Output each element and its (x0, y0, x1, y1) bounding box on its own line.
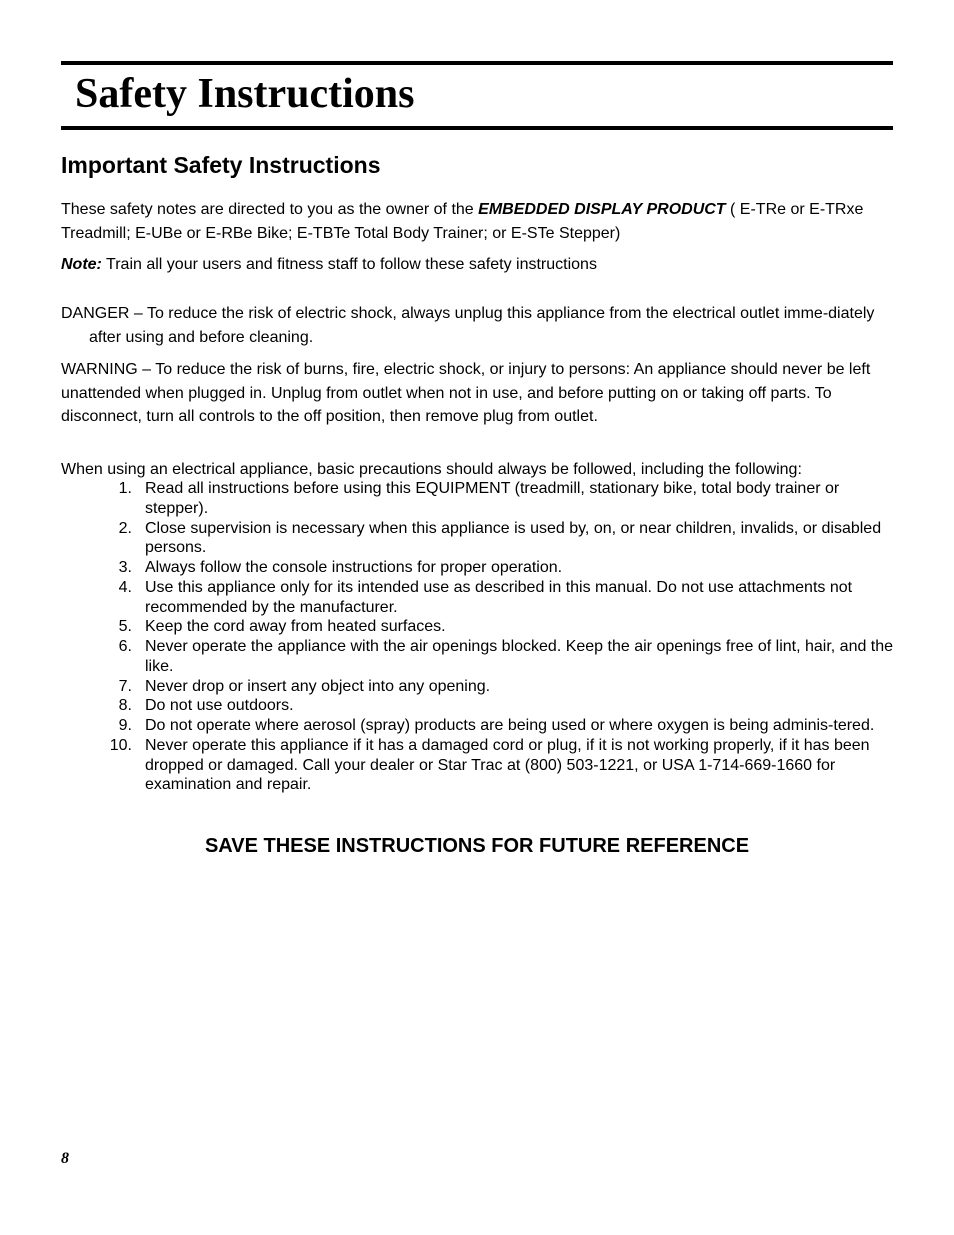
list-item (118, 578, 895, 618)
page-title: Safety Instructions (75, 71, 415, 117)
intro-text-after: ( E-TRe or E-TRxe Treadmill; E-UBe or E-RBe Bike; E-TBTe Total Body Trainer; or E-STe Stepper) (61, 201, 864, 242)
list-item (109, 736, 895, 795)
warning-paragraph: WARNING – To reduce the risk of burns, fire, electric shock, or injury to persons: An appliance should never be left unattended when plugged in. Unplug from outlet when not in use, and before putting on or taking off parts. To disconnect, turn all controls to the off position, then remove plug from outlet. (61, 361, 871, 425)
list-item (118, 519, 895, 559)
list-item-number: 2. (118, 519, 132, 537)
list-item-text: Use this appliance only for its intended use as described in this manual. Do not use attachments not recommended by the manufacturer. (145, 578, 853, 616)
note-text: Train all your users and fitness staff to follow these safety instructions (101, 256, 597, 273)
intro-paragraph (61, 198, 891, 245)
list-item (118, 558, 895, 578)
list-item-number: 10. (109, 736, 132, 754)
list-item-text: Do not operate where aerosol (spray) products are being used or where oxygen is being adminis-tered. (145, 717, 875, 734)
list-item (118, 696, 895, 716)
list-item-number: 8. (118, 697, 132, 715)
list-item-text: Close supervision is necessary when this appliance is used by, on, or near children, invalids, or disabled persons. (145, 519, 882, 557)
list-item-number: 6. (118, 638, 132, 655)
list-item-number: 5. (118, 618, 132, 636)
list-item-text: Never operate the appliance with the air openings blocked. Keep the air openings free of lint, hair, and the like. (145, 638, 894, 675)
list-item-number: 3. (118, 559, 132, 576)
list-item-number: 1. (118, 480, 132, 497)
title-bottom-rule (61, 126, 893, 130)
list-item-text: Keep the cord away from heated surfaces. (145, 618, 446, 636)
list-item-number: 4. (118, 578, 132, 596)
list-item (118, 637, 895, 677)
list-item-text: Read all instructions before using this EQUIPMENT (treadmill, stationary bike, total body trainer or stepper). (145, 480, 840, 517)
section-heading: Important Safety Instructions (61, 152, 381, 178)
list-item (118, 479, 895, 519)
list-intro: When using an electrical appliance, basic precautions should always be followed, including the following: (61, 461, 802, 478)
list-item (118, 617, 895, 637)
list-item-text: Do not use outdoors. (145, 697, 294, 715)
list-item (118, 716, 895, 736)
list-item-text: Never operate this appliance if it has a damaged cord or plug, if it is not working properly, if it has been dropped or damaged. Call your dealer or Star Trac at (800) 503-1221, or USA 1-714-669-1660 for examination and repair. (145, 736, 870, 794)
note-paragraph (61, 253, 891, 277)
list-item-number: 9. (118, 717, 132, 734)
safety-list (109, 479, 895, 795)
danger-paragraph: DANGER – To reduce the risk of electric shock, always unplug this appliance from the electrical outlet imme-diately after using and before cleaning. (61, 305, 875, 346)
list-item (118, 677, 895, 697)
title-top-rule (61, 61, 893, 65)
note-label: Note: (61, 256, 102, 273)
intro-text-before: These safety notes are directed to you as the owner of the (61, 201, 479, 218)
list-item-text: Always follow the console instructions for proper operation. (145, 559, 563, 576)
list-item-number: 7. (118, 677, 132, 695)
list-item-text: Never drop or insert any object into any opening. (145, 677, 491, 695)
product-name-emphasis: EMBEDDED DISPLAY PRODUCT (478, 201, 726, 218)
save-instructions-banner: SAVE THESE INSTRUCTIONS FOR FUTURE REFERENCE (204, 835, 750, 857)
page-number: 8 (61, 1150, 69, 1167)
